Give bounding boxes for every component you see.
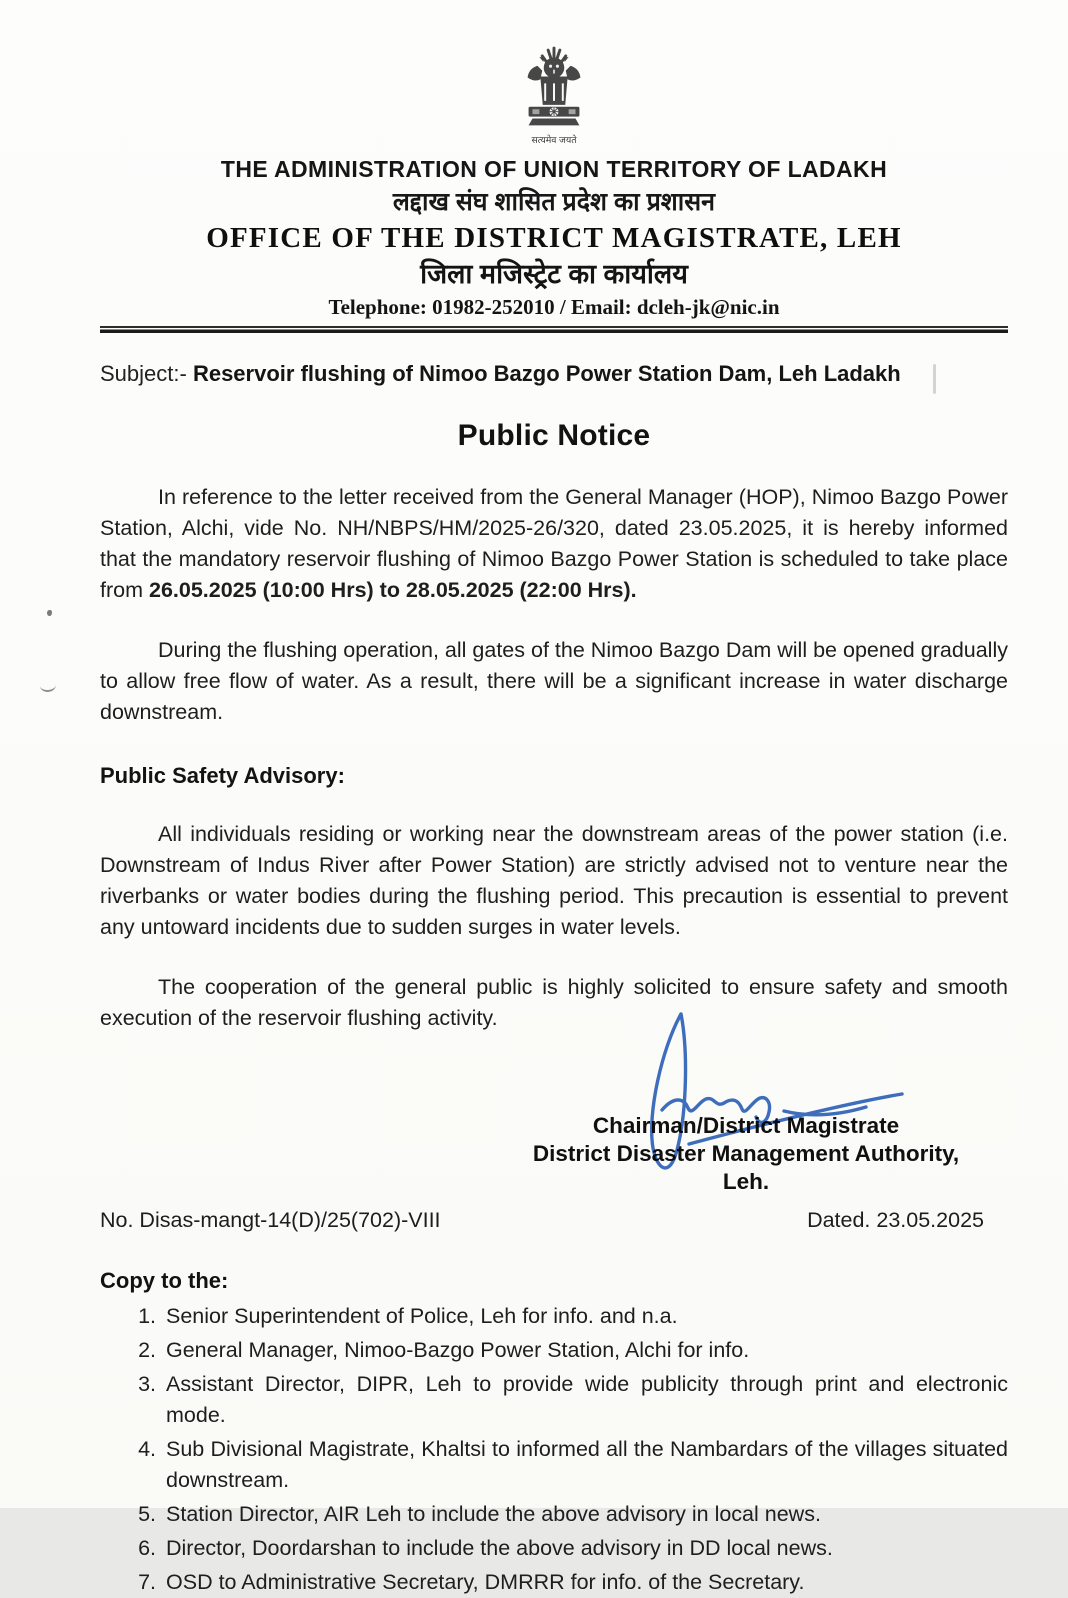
administration-title: THE ADMINISTRATION OF UNION TERRITORY OF LADAKH	[220, 156, 888, 182]
copy-item-text: General Manager, Nimoo-Bazgo Power Station, Alchi for info.	[166, 1338, 750, 1362]
office-title-hindi: जिला मजिस्ट्रेट का कार्यालय	[420, 259, 688, 289]
reference-row	[100, 1208, 1008, 1233]
paragraph-reference	[100, 482, 1008, 606]
india-national-emblem-icon	[100, 44, 1008, 152]
page-title: Public Notice	[457, 419, 651, 452]
signatory-place: Leh.	[722, 1169, 770, 1194]
paragraph-operation: During the flushing operation, all gates of the Nimoo Bazgo Dam will be opened gradually to allow free flow of water. As a result, there will be a significant increase in water discharge downstream.	[100, 638, 1008, 724]
signatory-designation: Chairman/District Magistrate	[592, 1113, 900, 1138]
scan-squiggle-artifact	[40, 683, 57, 692]
paragraph-advisory: All individuals residing or working near the downstream areas of the power station (i.e. Downstream of Indus River after Power Station) are strictly advised not to venture near the riverbanks or water bodies during the flushing period. This precaution is essential to prevent any untoward incidents due to sudden surges in water levels.	[100, 822, 1008, 939]
copy-list-item	[162, 1533, 1008, 1564]
reference-date: Dated. 23.05.2025	[807, 1208, 984, 1232]
paragraph-reference-text: In reference to the letter received from the General Manager (HOP), Nimoo Bazgo Power Station, Alchi, vide No. NH/NBPS/HM/2025-26/320, dated 23.05.2025, it is hereby informed that the mandatory reservoir flushing of Nimoo Bazgo Power Station is scheduled to take place from	[100, 485, 1008, 602]
copy-list-item	[162, 1567, 1008, 1598]
copy-item-text: Director, Doordarshan to include the above advisory in DD local news.	[166, 1536, 833, 1560]
scan-speck-artifact	[47, 610, 52, 616]
contact-line: Telephone: 01982-252010 / Email: dcleh-jk@nic.in	[328, 295, 780, 319]
signatory-authority: District Disaster Management Authority,	[532, 1141, 960, 1166]
copy-item-text: Assistant Director, DIPR, Leh to provide wide publicity through print and electronic mode.	[166, 1372, 1008, 1427]
signature-block	[506, 1112, 986, 1196]
office-title: OFFICE OF THE DISTRICT MAGISTRATE, LEH	[206, 222, 902, 254]
copy-list-item	[162, 1369, 1008, 1431]
copy-list-item	[162, 1335, 1008, 1366]
administration-title-hindi: लद्दाख संघ शासित प्रदेश का प्रशासन	[392, 188, 716, 216]
copy-list-item	[162, 1301, 1008, 1332]
copy-item-text: OSD to Administrative Secretary, DMRRR for info. of the Secretary.	[166, 1570, 805, 1594]
reference-number: No. Disas-mangt-14(D)/25(702)-VIII	[100, 1208, 441, 1232]
paragraph-cooperation: The cooperation of the general public is highly solicited to ensure safety and smooth execution of the reservoir flushing activity.	[100, 975, 1008, 1030]
emblem-motto: सत्यमेव जयते	[531, 134, 577, 145]
copy-list-item	[162, 1434, 1008, 1496]
copy-to-list	[100, 1301, 1008, 1598]
subject-line	[100, 359, 1008, 389]
subject-label: Subject:-	[100, 361, 187, 386]
flushing-schedule-dates: 26.05.2025 (10:00 Hrs) to 28.05.2025 (22:00 Hrs).	[148, 578, 637, 602]
copy-item-text: Senior Superintendent of Police, Leh for info. and n.a.	[166, 1304, 678, 1328]
advisory-heading: Public Safety Advisory:	[100, 763, 345, 788]
header-rule	[100, 326, 1008, 333]
copy-list-item	[162, 1499, 1008, 1530]
copy-to-heading: Copy to the:	[100, 1268, 229, 1293]
letterhead	[100, 44, 1008, 320]
subject-text: Reservoir flushing of Nimoo Bazgo Power Station Dam, Leh Ladakh	[192, 361, 901, 386]
copy-item-text: Station Director, AIR Leh to include the above advisory in local news.	[166, 1502, 821, 1526]
copy-item-text: Sub Divisional Magistrate, Khaltsi to informed all the Nambardars of the villages situated downstream.	[166, 1437, 1008, 1492]
